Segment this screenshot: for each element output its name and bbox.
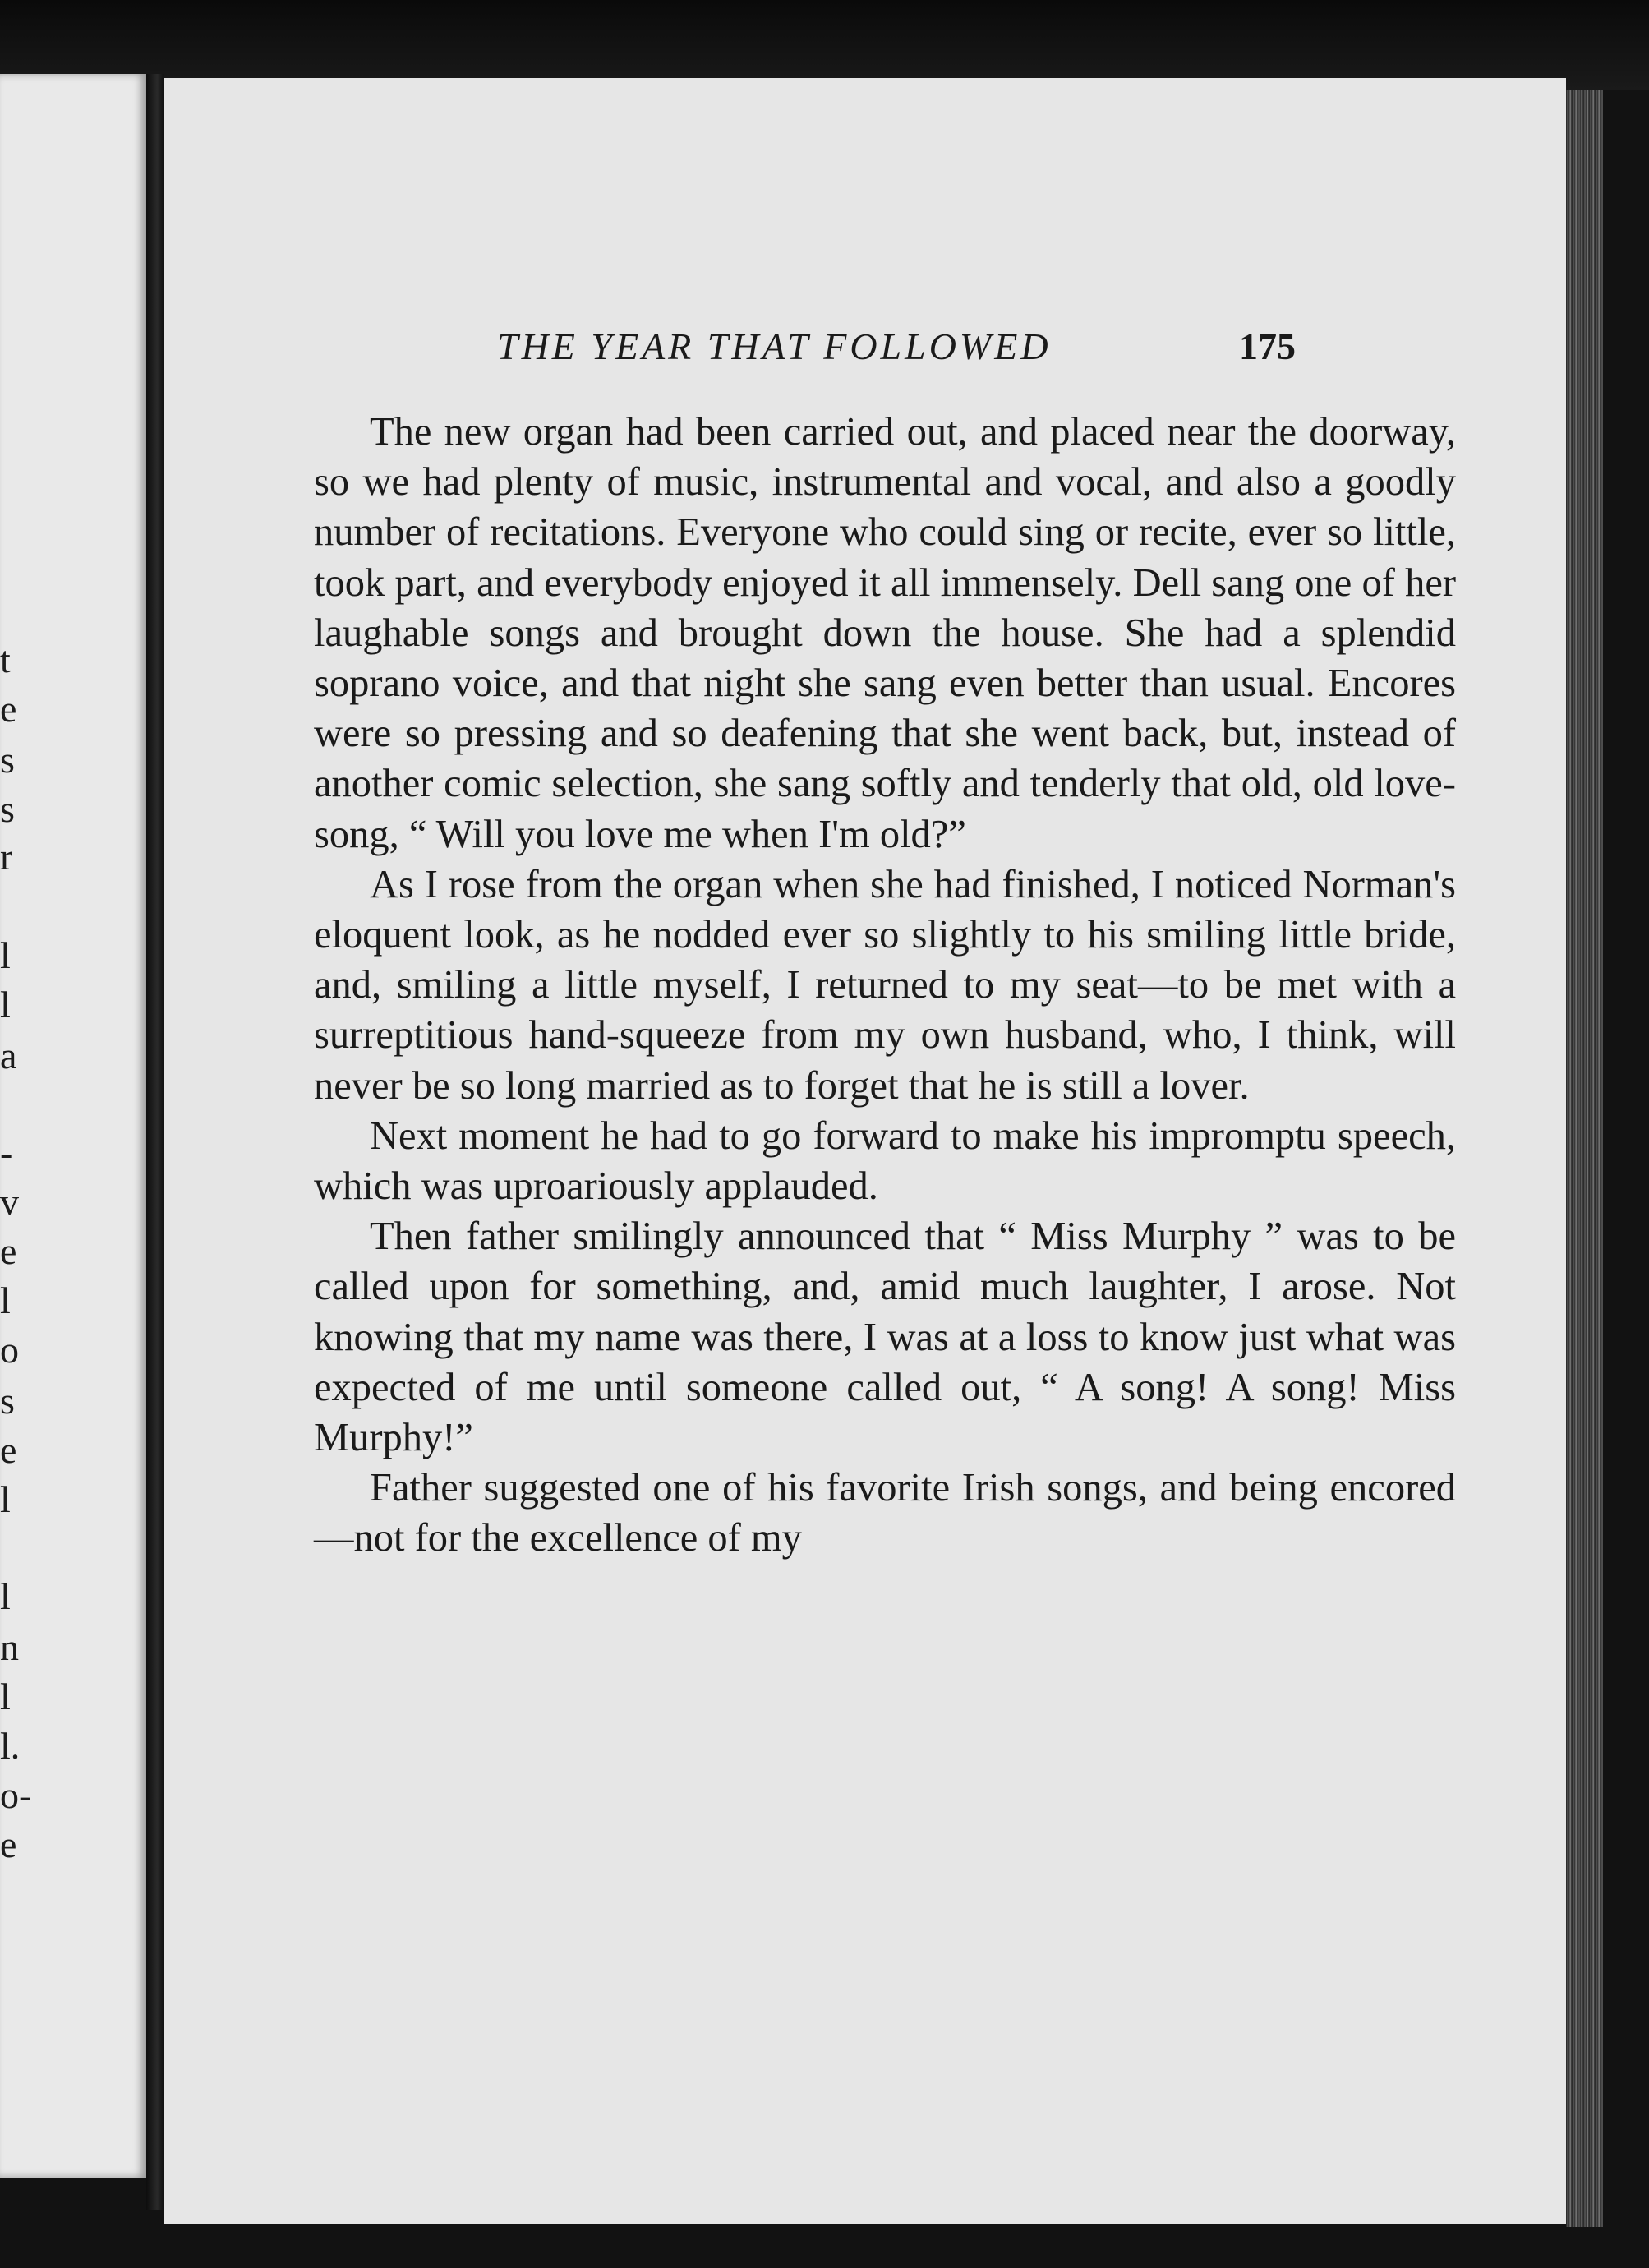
edge-char: o- — [0, 1774, 32, 1816]
edge-char: - — [0, 1132, 13, 1173]
paragraph: Father suggested one of his favorite Irish songs, and being encored—not for the excellence of my — [314, 1466, 1456, 1560]
edge-char: e — [0, 1429, 17, 1471]
edge-char: l. — [0, 1725, 21, 1767]
edge-char: t — [0, 638, 11, 680]
edge-char: n — [0, 1626, 19, 1668]
edge-char: a — [0, 1035, 17, 1076]
left-facing-page-edge — [0, 74, 146, 2178]
edge-char: l — [0, 1279, 11, 1321]
paragraph: Next moment he had to go forward to make his impromptu speech, which was uproariously applauded. — [314, 1113, 1456, 1209]
edge-char: s — [0, 739, 15, 781]
paragraph: Then father smilingly announced that “ Miss Murphy ” was to be called upon for something, and, amid much laughter, I arose. Not knowing that my name was there, I was at a loss to know just what was expected of me until someone called out, “ A song! A song! Miss Murphy!” — [314, 1215, 1456, 1460]
edge-char: e — [0, 688, 17, 730]
edge-char: o — [0, 1329, 19, 1371]
book-page — [164, 78, 1566, 2224]
edge-char: v — [0, 1181, 19, 1223]
edge-char: r — [0, 836, 13, 878]
edge-char: s — [0, 788, 15, 830]
paragraph: The new organ had been carried out, and placed near the doorway, so we had plenty of music, instrumental and vocal, and also a goodly number of recitations. Everyone who could sing or recite, ever so little, took part, and everybody enjoyed it all immensely. Dell sang one of her laughable songs and brought down the house. She had a splendid soprano voice, and that night she sang even better than usual. Encores were so pressing and so deafening that she went back, but, instead of another comic selection, she sang softly and tenderly that old, old love-song, “ Will you love me when I'm old?” — [314, 410, 1456, 856]
page-number: 175 — [1239, 325, 1296, 367]
running-head: THE YEAR THAT FOLLOWED — [497, 325, 1052, 367]
edge-char: e — [0, 1823, 17, 1865]
edge-char: l — [0, 1575, 11, 1617]
page-stack-edge — [1566, 90, 1603, 2227]
edge-char: l — [0, 1676, 11, 1717]
edge-char: l — [0, 934, 11, 976]
body-text — [314, 407, 1456, 1564]
edge-char: l — [0, 1478, 11, 1520]
edge-char: e — [0, 1230, 17, 1272]
edge-char: s — [0, 1380, 15, 1422]
book-gutter — [146, 74, 164, 2210]
scanner-top-band — [0, 0, 1649, 90]
edge-char: l — [0, 984, 11, 1026]
page-header — [164, 325, 1566, 382]
paragraph: As I rose from the organ when she had finished, I noticed Norman's eloquent look, as he nodded ever so slightly to his smiling little bride, and, smiling a little myself, I returned to my seat—to be met with a surreptitious hand-squeeze from my own husband, who, I think, will never be so long married as to forget that he is still a lover. — [314, 862, 1456, 1108]
